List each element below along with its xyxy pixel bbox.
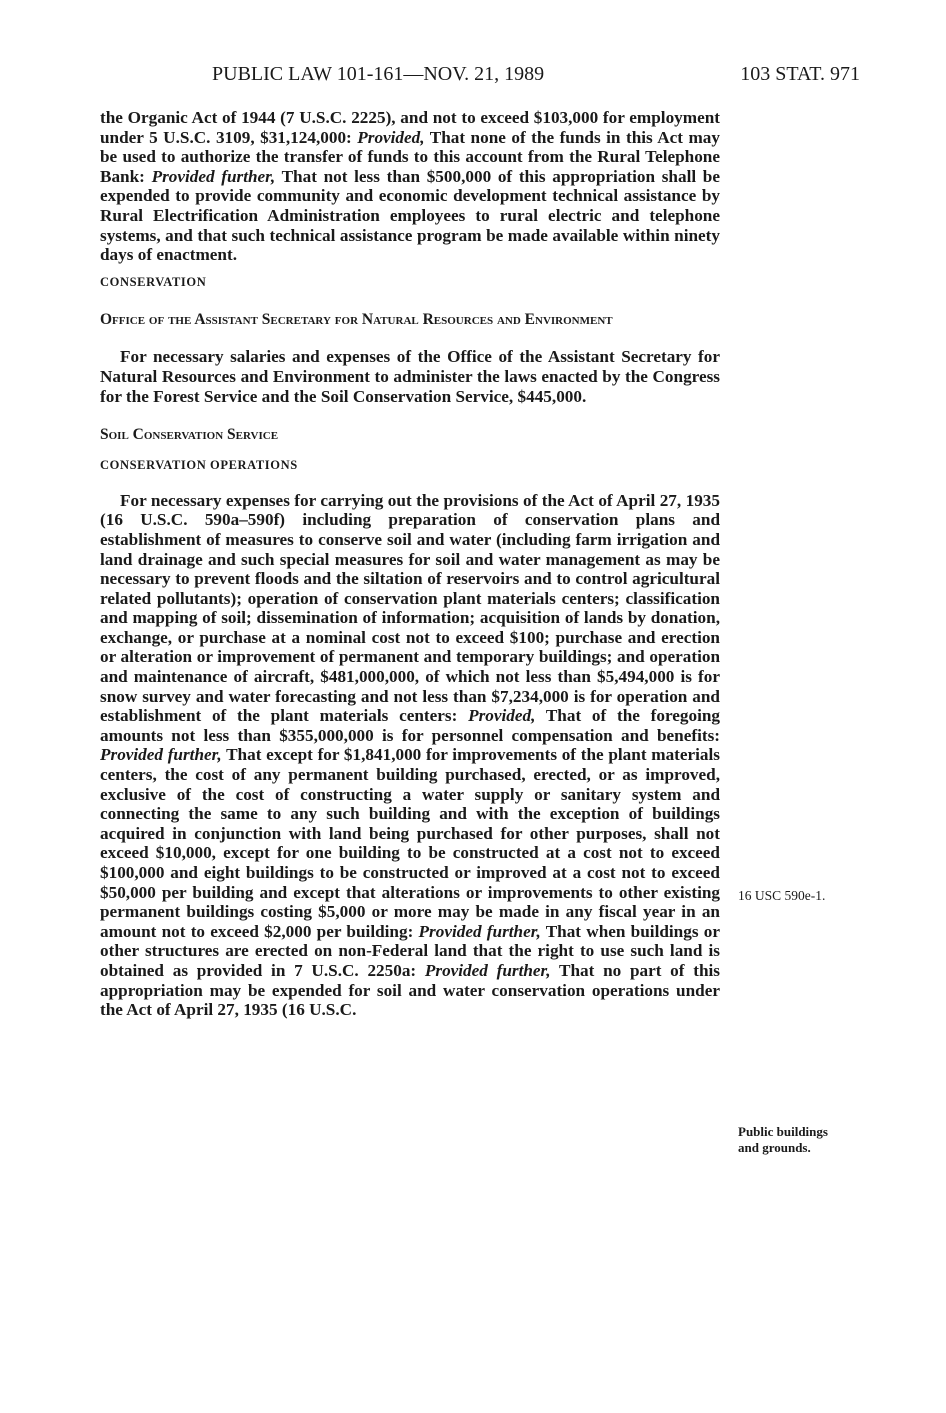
paragraph-conservation-operations: For necessary expenses for carrying out the provisions of the Act of April 27, 1935 (16 U.S.C. 590a–590f) including preparation of conservation plans and establishment of measures to conserve soil and water (including farm irrigation and land drainage and such special measures for soil and water management as may be necessary to prevent floods and the siltation of reservoirs and to control agricultural related pollutants); operation of conservation plant materials centers; classification and mapping of soil; dissemination of information; acquisition of lands by donation, exchange, or purchase at a nominal cost not to exceed $100; purchase and erection or alteration or improvement of permanent and temporary buildings; and operation and maintenance of aircraft, $481,000,000, of which not less than $5,494,000 is for snow survey and water forecasting and not less than $7,234,000 is for operation and establishment of the plant materials centers: Provided, That of the foregoing amounts not less than $355,000,000 is for personnel compensation and benefits: Provided further, That except for $1,841,000 for improvements of the plant materials centers, the cost of any permanent building purchased, erected, or as improved, exclusive of the cost of constructing a water supply or sanitary system and connecting the same to any such building and with the exception of buildings acquired in conjunction with land being purchased for other purposes, shall not exceed $10,000, except for one building to be constructed at a cost not to exceed $100,000 and eight buildings to be constructed or improved at a cost not to exceed $50,000 per building and except that alterations or improvements to other existing permanent buildings costing $5,000 or more may be made in any fiscal year in an amount not to exceed $2,000 per building: Provided further, That when buildings or other structures are erected on non-Federal land that the right to use such land is obtained as provided in 7 U.S.C. 2250a: Provided further, That no part of this appropriation may be expended for soil and water conservation operations under the Act of April 27, 1935 (16 U.S.C.	[100, 490, 721, 1020]
paragraph-rural-telephone: the Organic Act of 1944 (7 U.S.C. 2225), and not to exceed $103,000 for employment under 5 U.S.C. 3109, $31,124,000: Provided, That none of the funds in this Act may be used to authorize the transfer of funds to this account from the Rural Telephone Bank: Provided further, That not less than $500,000 of this appropriation shall be expended to provide community and economic development technical assistance by Rural Electrification Administration employees to rural electric and telephone systems, and that such technical assistance program be made available within ninety days of enactment.	[100, 108, 720, 265]
heading-office-assistant-secretary: Office of the Assistant Secretary for Natural Resources and Environment	[100, 311, 613, 329]
sidenote-public-buildings: Public buildings and grounds.	[738, 1124, 828, 1155]
sidenote-usc-citation: 16 USC 590e-1.	[738, 888, 826, 903]
heading-conservation-operations: CONSERVATION OPERATIONS	[100, 458, 298, 473]
heading-soil-conservation-service: Soil Conservation Service	[100, 426, 279, 444]
heading-conservation: CONSERVATION	[100, 274, 207, 289]
header-page-number: 103 STAT. 971	[740, 63, 860, 85]
main-text	[100, 108, 720, 1020]
paragraph-office-expenses: For necessary salaries and expenses of the Office of the Assistant Secretary for Natural Resources and Environment to administer the laws enacted by the Congress for the Forest Service and the Soil Conservation Service, $445,000.	[100, 347, 720, 406]
header-title: PUBLIC LAW 101-161—NOV. 21, 1989	[212, 63, 545, 85]
